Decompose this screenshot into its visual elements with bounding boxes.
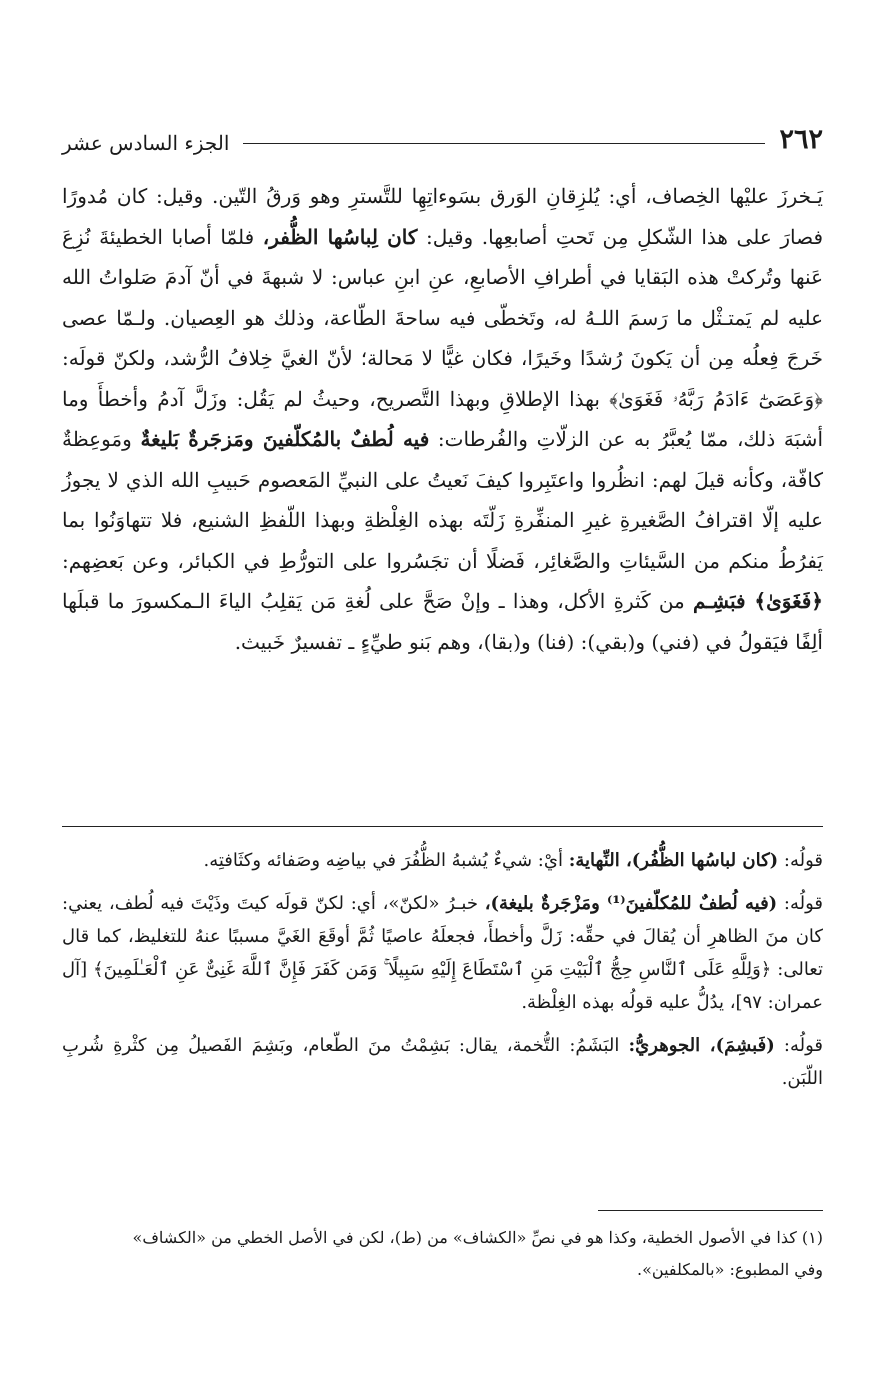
main-paragraph [62, 176, 823, 662]
commentary-paragraph [62, 1029, 823, 1095]
main-text-segment: من كَثرةِ الأكل، وهذا ـ وإنْ صَحَّ على لُغةِ مَن يَقلِبُ الياءَ الـمكسورَ ما قبلَها ألِفًا فيَقولُ في (فني) و(بقي): (فنا) و(بقا)، وهم بَنو طيِّءٍ ـ تفسيرٌ خَبيث. [62, 589, 823, 654]
commentary-body: خبـرُ «لكنّ»، أي: لكنّ قولَه كيتَ وذَيْتَ فيه لُطف، يعني: كان منَ الظاهرِ أن يُقالَ في حقِّه: زَلَّ وأخطأَ، فجعلَهُ عاصيًا ثُمَّ أوقَعَ الغَيَّ مسببًا عنهُ للتغليظ، كما قال تعالى: ﴿وَلِلَّهِ عَلَى ٱلنَّاسِ حِجُّ ٱلْبَيْتِ مَنِ ٱسْتَطَاعَ إِلَيْهِ سَبِيلًا ۚ وَمَن كَفَرَ فَإِنَّ ٱللَّهَ غَنِىٌّ عَنِ ٱلْعَـٰلَمِينَ﴾ [آل عمران: ٩٧]، يدُلُّ عليه قولُه بهذه الغِلْظة. [62, 893, 823, 1013]
bold-quote: كان لِباسُها الظُّفر، [262, 224, 418, 249]
commentary-paragraph [62, 887, 823, 1019]
page-number: ٢٦٢ [779, 124, 823, 155]
footnote-section [62, 1222, 823, 1286]
commentary-body: أيْ: شيءٌ يُشبهُ الظُّفُرَ في بياضِه وصَفائه وكثَافتِه. [203, 850, 569, 871]
main-text [62, 176, 823, 662]
commentary-lead: قولُه: [777, 893, 824, 914]
footnote-line: وفي المطبوع: «بالمكلفين». [637, 1260, 823, 1279]
main-text-segment: ومَوعِظةٌ كافّة، وكأنه قيلَ لهم: انظُروا واعتَبِروا كيفَ نَعيتُ على النبيِّ المَعصوم حَبيبِ الله الذي لا يجوزُ عليه إلّا اقترافُ الصَّغيرةِ غيرِ المنفِّرةِ زَلّتَه بهذه الغِلْظةِ وبهذا اللّفظِ الشنيع، فلا تتهاوَنُوا بما يَفرُطُ منكم من السَّيئاتِ والصَّغائِر، فَضلًا أن تجَسُروا على التورُّطِ في الكبائر، وعن بَعضِهم: [62, 427, 823, 573]
commentary-body: البَشَمُ: التُّخمة، يقال: بَشِمْتُ منَ الطّعام، وبَشِمَ الفَصيلُ مِن كثْرةِ شُربِ اللّبَن. [62, 1035, 823, 1089]
footnote-separator [598, 1210, 823, 1211]
bold-quote: ﴿فَغَوَىٰ﴾ فبَشِـم [692, 589, 823, 613]
commentary-lemma: (كان لباسُها الظُّفُر)، النِّهاية: [568, 850, 779, 871]
commentary-lead: قولُه: [774, 1035, 824, 1056]
main-text-segment: يَـخرزَ عليْها الخِصاف، أي: يُلزِقانِ الوَرق بسَوءاتِهِا للتَّسترِ وهو وَرقُ التّين. وقيل: كان مُدورًا فصارَ على هذا الشّكلِ مِن تَحتِ أصابعِها. وقيل: [62, 184, 824, 249]
commentary-separator [62, 826, 823, 827]
commentary-lemma: (فيه لُطفٌ للمُكلّفينَ⁽¹⁾ ومَزْجَرةٌ بليغة)، [484, 893, 778, 914]
page-header [62, 115, 823, 155]
footnote-line: (١) كذا في الأصول الخطية، وكذا هو في نصِّ «الكشاف» من (ط)، لكن في الأصل الخطي من «الكشاف» [132, 1228, 823, 1247]
commentary-lemma: (فَبشِمَ)، الجوهريُّ: [628, 1035, 775, 1056]
commentary-section [62, 844, 823, 1105]
commentary-paragraph [62, 844, 823, 877]
part-title: الجزء السادس عشر [62, 131, 230, 155]
header-rule [243, 143, 765, 144]
bold-quote: فيه لُطفٌ بالمُكلّفينَ ومَزجَرةٌ بَليغةٌ [140, 427, 430, 451]
main-text-segment: فلمّا أصابا الخطيئةَ نُزِعَ عَنها وتُركتْ هذه البَقايا في أطرافِ الأصابعِ، عنِ ابنِ عباس: لا شبهةَ في أنّ آدمَ صَلواتُ الله عليه لم يَمتـثْل ما رَسمَ اللـهُ له، وتَخطّى فيه ساحةَ الطّاعة، وذلك هو العِصيان. ولـمّا عصى خَرجَ فِعلُه مِن أن يَكونَ رُشدًا وخَيرًا، فكان غيًّا لا مَحالة؛ لأنّ الغيَّ خِلافُ الرُّشد، ولكنّ قولَه: ﴿وَعَصَىٰٓ ءَادَمُ رَبَّهُۥ فَغَوَىٰ﴾ بهذا الإطلاقِ وبهذا التَّصريح، وحيثُ لم يَقُل: وزَلَّ آدمُ وأخطأَ وما أشبَهَ ذلك، ممّا يُعبَّرُ به عن الزلّاتِ والفُرطات: [62, 224, 824, 451]
commentary-lead: قولُه: [778, 850, 823, 871]
